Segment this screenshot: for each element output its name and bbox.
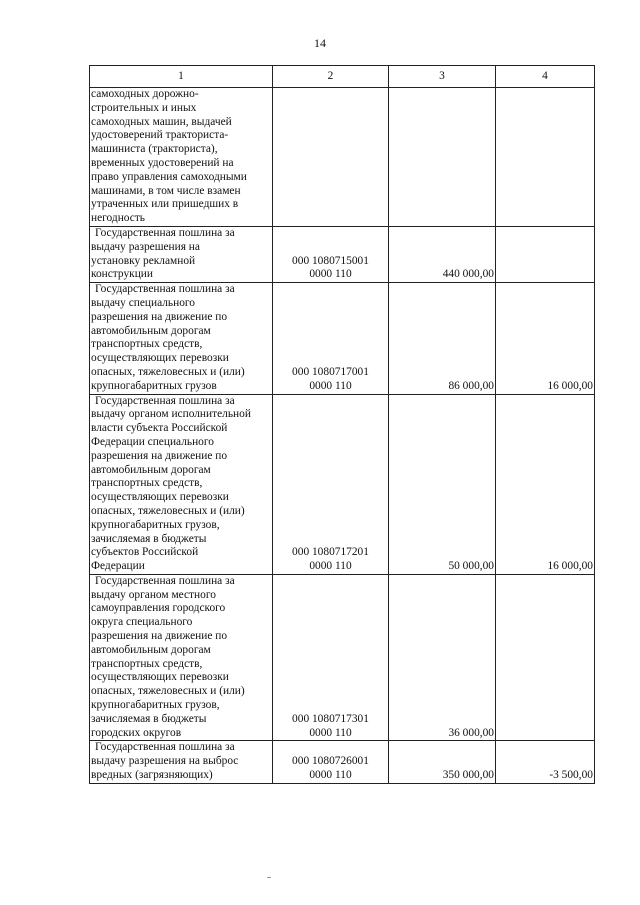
row-name: Государственная пошлина за выдачу разрешения на установку рекламной конструкции [90,226,273,282]
row-amount-col3: 36 000,00 [389,574,496,741]
row-code: 000 1080715001 0000 110 [273,226,389,282]
row-amount-col3: 50 000,00 [389,394,496,574]
table-row [90,88,595,227]
row-amount-col4: 16 000,00 [496,394,595,574]
row-amount-col4 [496,88,595,227]
row-amount-col4: 16 000,00 [496,283,595,394]
row-amount-col4 [496,226,595,282]
table-row [90,394,595,574]
row-name: Государственная пошлина за выдачу разрешения на выброс вредных (загрязняющих) [90,741,273,783]
row-amount-col3: 440 000,00 [389,226,496,282]
scan-speck [267,877,271,878]
revenue-table [89,65,595,784]
table-row [90,741,595,783]
row-amount-col3: 350 000,00 [389,741,496,783]
table-header-row [90,66,595,88]
table-row [90,283,595,394]
column-header-3: 3 [389,66,496,88]
row-code: 000 1080726001 0000 110 [273,741,389,783]
row-code: 000 1080717301 0000 110 [273,574,389,741]
row-amount-col4 [496,574,595,741]
row-amount-col3: 86 000,00 [389,283,496,394]
row-code: 000 1080717001 0000 110 [273,283,389,394]
column-header-2: 2 [273,66,389,88]
column-header-1: 1 [90,66,273,88]
row-code: 000 1080717201 0000 110 [273,394,389,574]
table-row [90,226,595,282]
column-header-4: 4 [496,66,595,88]
table-row [90,574,595,741]
page-number: 14 [314,36,326,50]
row-code [273,88,389,227]
row-amount-col3 [389,88,496,227]
row-name: самоходных дорожно- строительных и иных самоходных машин, выдачей удостоверений тракториста- машиниста (тракториста), временных удостоверений на право управления самоходными машинами, в том числе взамен утраченных или пришедших в негодность [90,88,273,227]
row-amount-col4: -3 500,00 [496,741,595,783]
row-name: Государственная пошлина за выдачу специального разрешения на движение по автомобильным дорогам транспортных средств, осуществляющих перевозки опасных, тяжеловесных и (или) крупногабаритных грузов [90,283,273,394]
row-name: Государственная пошлина за выдачу органом местного самоуправления городского округа специального разрешения на движение по автомобильным дорогам транспортных средств, осуществляющих перевозки опасных, тяжеловесных и (или) крупногабаритных грузов, зачисляемая в бюджеты городских округов [90,574,273,741]
row-name: Государственная пошлина за выдачу органом исполнительной власти субъекта Российской Федерации специального разрешения на движение по автомобильным дорогам транспортных средств, осуществляющих перевозки опасных, тяжеловесных и (или) крупногабаритных грузов, зачисляемая в бюджеты субъектов Российской Федерации [90,394,273,574]
